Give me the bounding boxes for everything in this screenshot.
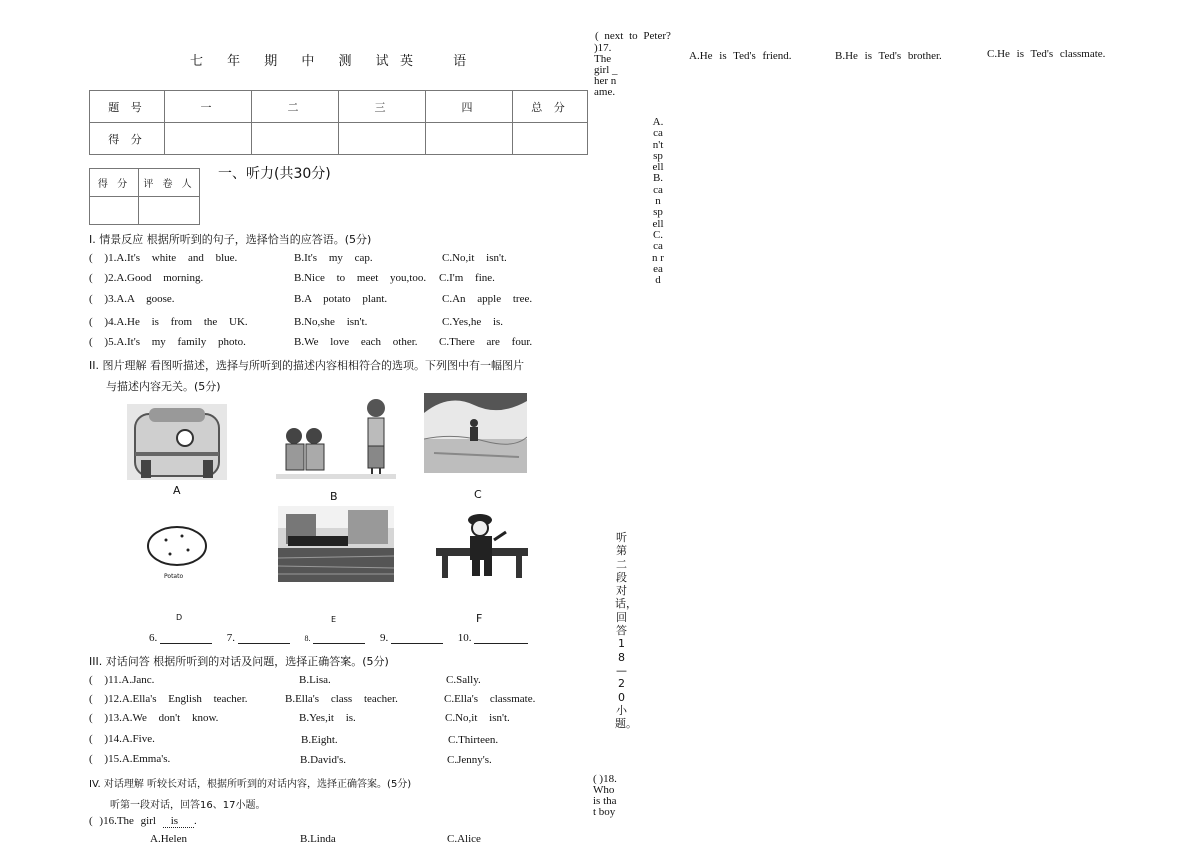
grader-score-label: 得 分: [90, 169, 139, 197]
q16-option-a: A.Helen: [150, 833, 187, 845]
part1-heading: I. 情景反应 根据所听到的句子，选择恰当的应答语。(5分): [89, 233, 372, 246]
q4-option-b: B.No,she isn't.: [294, 316, 368, 328]
q17-option-b: B.He is Ted's brother.: [835, 50, 942, 62]
vertical-instruction-cn: 听第二段对话，回答18—20小题。: [615, 531, 637, 731]
q2-option-b: B.Nice to meet you,too.: [294, 272, 427, 284]
answer-9-label: 9.: [380, 632, 389, 644]
answer-7-label: 7.: [226, 632, 235, 644]
q17-fragment: )17. The girl _ her name.: [594, 42, 618, 98]
q12-option-a: ( )12.A.Ella's English teacher.: [89, 693, 248, 705]
q2-option-c: C.I'm fine.: [439, 272, 495, 284]
score-input-cell: [513, 123, 588, 155]
answer-7-blank[interactable]: [238, 633, 290, 644]
q3-option-b: B.A potato plant.: [294, 293, 388, 305]
score-input-cell: [252, 123, 339, 155]
q5-option-b: B.We love each other.: [294, 336, 418, 348]
grader-name-cell: [139, 197, 200, 225]
q13-option-a: ( )13.A.We don't know.: [89, 712, 219, 724]
exam-subject: 英 语: [400, 54, 485, 69]
answer-9-blank[interactable]: [391, 633, 443, 644]
q11-option-c: C.Sally.: [446, 674, 481, 686]
q16-stem: ( )16.The girl is .: [89, 815, 197, 827]
q17-option-a: A.He is Ted's friend.: [689, 50, 792, 62]
q16-option-c: C.Alice: [447, 833, 481, 845]
q11-option-b: B.Lisa.: [299, 674, 331, 686]
q12-option-c: C.Ella's classmate.: [444, 693, 536, 705]
picture-e-city: [278, 506, 394, 582]
score-cell-1: 一: [165, 91, 252, 123]
picture-f-label: F: [476, 612, 483, 625]
q4-option-c: C.Yes,he is.: [442, 316, 504, 328]
q14-option-c: C.Thirteen.: [448, 734, 499, 746]
picture-d-caption: Potato: [164, 573, 184, 580]
picture-f-bench: [432, 512, 532, 580]
q12-option-b: B.Ella's class teacher.: [285, 693, 398, 705]
q15-option-b: B.David's.: [300, 754, 346, 766]
part2-heading-line2: 与描述内容无关。(5分): [106, 380, 221, 393]
score-cell-label: 题 号: [90, 91, 165, 123]
part4-heading: IV. 对话理解 听较长对话，根据所听到的对话内容，选择正确答案。(5分): [89, 779, 412, 790]
q18-fragment: ( )18. Who is that boy: [593, 773, 617, 818]
picture-b-label: B: [330, 490, 338, 503]
picture-a-backpack: [127, 404, 227, 480]
section-title-listening: 一、听力(共30分): [218, 166, 331, 182]
grader-table: [89, 168, 200, 225]
score-cell-4: 四: [426, 91, 513, 123]
picture-b-greeting: [276, 398, 396, 480]
score-input-cell: [165, 123, 252, 155]
q1-option-c: C.No,it isn't.: [442, 252, 507, 264]
q16-text: ( )16.The girl: [89, 815, 163, 827]
answer-10-label: 10.: [457, 632, 472, 644]
exam-title: 七 年 期 中 测 试: [190, 54, 399, 69]
part2-heading-line1: II. 图片理解 看图听描述，选择与所听到的描述内容相相符合的选项。下列图中有一幅图片: [89, 359, 524, 372]
picture-d-label: D: [176, 613, 183, 622]
q17-top-line: ( next to Peter?: [595, 30, 671, 42]
q16-blank[interactable]: is: [163, 815, 194, 828]
answer-6-label: 6.: [149, 632, 158, 644]
grader-name-label: 评 卷 人: [139, 169, 200, 197]
q2-option-a: ( )2.A.Good morning.: [89, 272, 204, 284]
part3-heading: III. 对话问答 根据所听到的对话及问题，选择正确答案。(5分): [89, 655, 389, 668]
picture-e-label: E: [331, 615, 337, 624]
answer-blanks: [149, 632, 528, 644]
score-cell-2: 二: [252, 91, 339, 123]
score-table-header-row: [90, 91, 588, 123]
q5-option-a: ( )5.A.It's my family photo.: [89, 336, 246, 348]
score-input-cell: [426, 123, 513, 155]
q14-option-b: B.Eight.: [301, 734, 338, 746]
score-cell-3: 三: [339, 91, 426, 123]
score-table-score-row: [90, 123, 588, 155]
answer-6-blank[interactable]: [160, 633, 212, 644]
picture-c-label: C: [474, 488, 482, 501]
q13-option-b: B.Yes,it is.: [299, 712, 356, 724]
score-input-cell: [339, 123, 426, 155]
score-cell-total: 总 分: [513, 91, 588, 123]
answer-8-blank[interactable]: [313, 633, 365, 644]
q5-option-c: C.There are four.: [439, 336, 533, 348]
part4-sub-instruction: 听第一段对话，回答16、17小题。: [110, 800, 266, 811]
picture-c-landscape: [424, 393, 527, 473]
q11-option-a: ( )11.A.Janc.: [89, 674, 155, 686]
score-row-label: 得 分: [90, 123, 165, 155]
q17-option-c: C.He is Ted's classmate.: [987, 48, 1106, 60]
score-table: [89, 90, 588, 155]
grader-score-cell: [90, 197, 139, 225]
q3-option-c: C.An apple tree.: [442, 293, 533, 305]
q14-option-a: ( )14.A.Five.: [89, 733, 155, 745]
answer-10-blank[interactable]: [474, 633, 528, 644]
q16-option-b: B.Linda: [300, 833, 336, 845]
q1-option-b: B.It's my cap.: [294, 252, 373, 264]
picture-d-potato: [146, 524, 208, 568]
q15-option-a: ( )15.A.Emma's.: [89, 753, 171, 765]
q1-option-a: ( )1.A.It's white and blue.: [89, 252, 238, 264]
q3-option-a: ( )3.A.A goose.: [89, 293, 175, 305]
answer-8-label: 8.: [304, 634, 311, 643]
picture-a-label: A: [173, 484, 181, 497]
q4-option-a: ( )4.A.He is from the UK.: [89, 316, 248, 328]
vertical-options-text: A.can't spell B.can spell C.can read: [652, 116, 664, 287]
q13-option-c: C.No,it isn't.: [445, 712, 510, 724]
q15-option-c: C.Jenny's.: [447, 754, 492, 766]
